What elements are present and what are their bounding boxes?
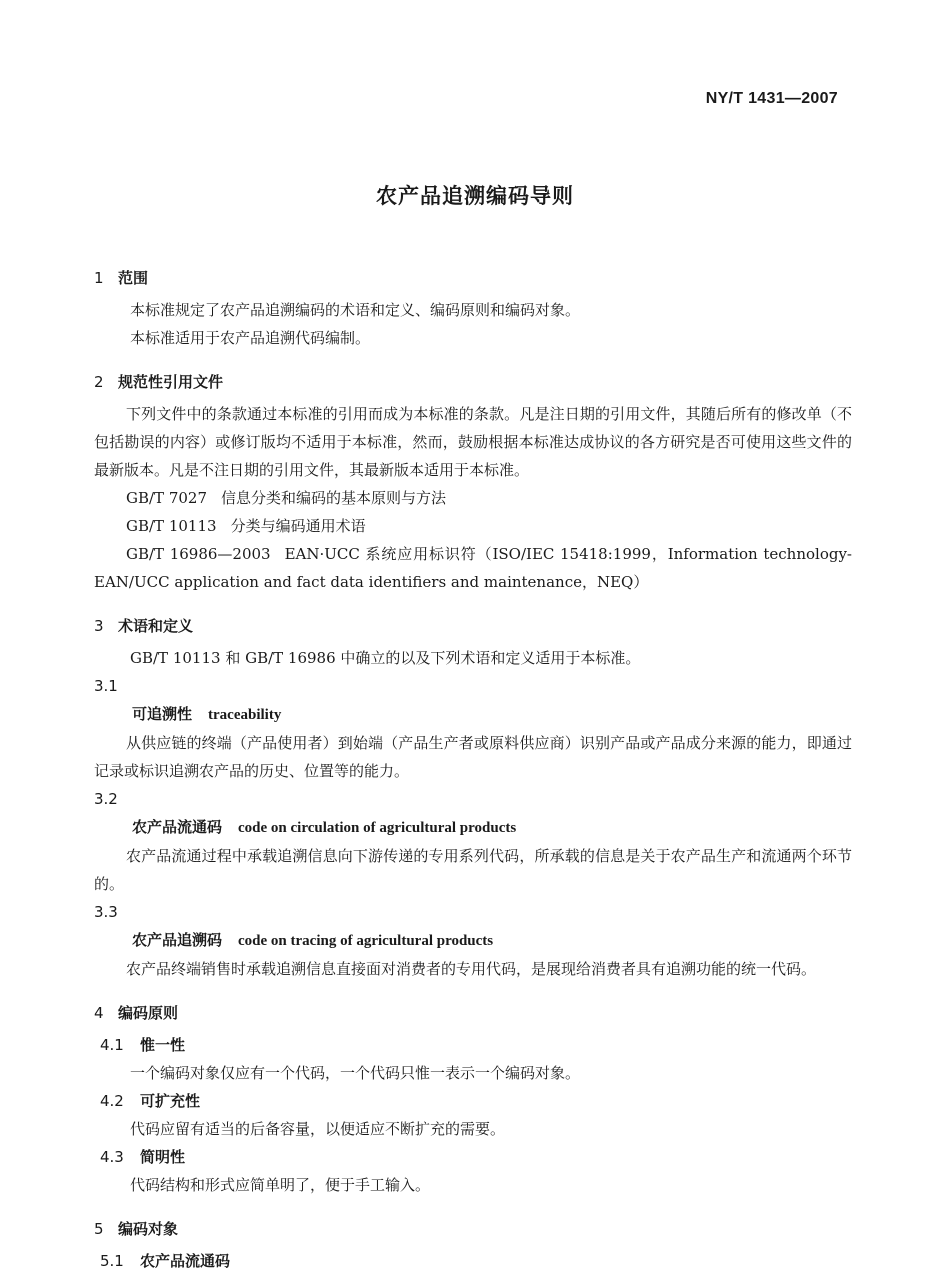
section-heading-coding-principles bbox=[94, 999, 852, 1027]
subclause-number: 4.1 bbox=[100, 1036, 124, 1054]
subclause-number: 3.2 bbox=[94, 790, 118, 808]
reference-item bbox=[94, 484, 852, 512]
term-entry bbox=[94, 926, 852, 955]
subclause-number: 3.3 bbox=[94, 903, 118, 921]
paragraph: 下列文件中的条款通过本标准的引用而成为本标准的条款。凡是注日期的引用文件，其随后所有的修改单（不包括勘误的内容）或修订版均不适用于本标准，然而，鼓励根据本标准达成协议的各方研究是否可使用这些文件的最新版本。凡是不注日期的引用文件，其最新版本适用于本标准。 bbox=[94, 405, 852, 479]
subclause-title: 简明性 bbox=[140, 1148, 186, 1166]
paragraph: 代码应留有适当的后备容量，以便适应不断扩充的需要。 bbox=[130, 1120, 506, 1138]
subclause-number: 3.1 bbox=[94, 677, 118, 695]
section-number: 3 bbox=[94, 617, 104, 635]
reference-text: EAN·UCC 系统应用标识符（ISO/IEC 15418:1999，Information technology-EAN/UCC application and fact data identifiers and maintenance，NEQ） bbox=[94, 545, 852, 591]
section-heading-coding-objects bbox=[94, 1215, 852, 1243]
section-title: 编码对象 bbox=[118, 1220, 179, 1238]
subclause-heading bbox=[94, 1143, 852, 1171]
reference-text: 分类与编码通用术语 bbox=[230, 517, 366, 535]
subclause-heading bbox=[94, 1087, 852, 1115]
term-chinese: 农产品流通码 bbox=[132, 818, 223, 836]
section-title: 范围 bbox=[118, 269, 149, 287]
section-number: 1 bbox=[94, 269, 104, 287]
paragraph: GB/T 10113 和 GB/T 16986 中确立的以及下列术语和定义适用于本标准。 bbox=[130, 649, 641, 667]
section-title: 术语和定义 bbox=[118, 617, 194, 635]
section-number: 4 bbox=[94, 1004, 104, 1022]
paragraph: 一个编码对象仅应有一个代码，一个代码只惟一表示一个编码对象。 bbox=[130, 1064, 581, 1082]
section-heading-terms bbox=[94, 612, 852, 640]
reference-item bbox=[94, 512, 852, 540]
subclause-heading bbox=[94, 1247, 852, 1275]
standard-code: NY/T 1431—2007 bbox=[705, 90, 838, 107]
subclause-number: 4.2 bbox=[100, 1092, 124, 1110]
term-definition: 农产品终端销售时承载追溯信息直接面对消费者的专用代码，是展现给消费者具有追溯功能的统一代码。 bbox=[126, 960, 817, 978]
paragraph: 代码结构和形式应简单明了，便于手工输入。 bbox=[130, 1176, 431, 1194]
term-english: code on tracing of agricultural products bbox=[238, 933, 494, 949]
section-number: 2 bbox=[94, 373, 104, 391]
subclause-title: 可扩充性 bbox=[140, 1092, 201, 1110]
term-chinese: 农产品追溯码 bbox=[132, 931, 223, 949]
section-heading-scope bbox=[94, 264, 852, 292]
subclause-title: 农产品流通码 bbox=[140, 1252, 231, 1270]
term-chinese: 可追溯性 bbox=[132, 705, 193, 723]
reference-code: GB/T 7027 bbox=[126, 489, 208, 507]
reference-code: GB/T 16986—2003 bbox=[126, 545, 271, 563]
term-entry bbox=[94, 700, 852, 729]
subclause-number: 5.1 bbox=[100, 1252, 124, 1270]
document-body bbox=[94, 258, 852, 1275]
reference-item bbox=[94, 540, 852, 596]
paragraph: 本标准规定了农产品追溯编码的术语和定义、编码原则和编码对象。 bbox=[130, 301, 581, 319]
document-title: 农产品追溯编码导则 bbox=[376, 184, 574, 208]
subclause-title: 惟一性 bbox=[140, 1036, 186, 1054]
reference-code: GB/T 10113 bbox=[126, 517, 217, 535]
paragraph: 本标准适用于农产品追溯代码编制。 bbox=[130, 329, 371, 347]
reference-text: 信息分类和编码的基本原则与方法 bbox=[221, 489, 447, 507]
subclause-number: 4.3 bbox=[100, 1148, 124, 1166]
section-heading-normative-references bbox=[94, 368, 852, 396]
term-definition: 农产品流通过程中承载追溯信息向下游传递的专用系列代码，所承载的信息是关于农产品生产和流通两个环节的。 bbox=[94, 847, 852, 893]
section-number: 5 bbox=[94, 1220, 104, 1238]
term-definition: 从供应链的终端（产品使用者）到始端（产品生产者或原料供应商）识别产品或产品成分来源的能力，即通过记录或标识追溯农产品的历史、位置等的能力。 bbox=[94, 734, 852, 780]
section-title: 规范性引用文件 bbox=[118, 373, 224, 391]
term-english: code on circulation of agricultural products bbox=[238, 820, 517, 836]
term-entry bbox=[94, 813, 852, 842]
subclause-heading bbox=[94, 1031, 852, 1059]
term-english: traceability bbox=[208, 707, 282, 723]
section-title: 编码原则 bbox=[118, 1004, 179, 1022]
